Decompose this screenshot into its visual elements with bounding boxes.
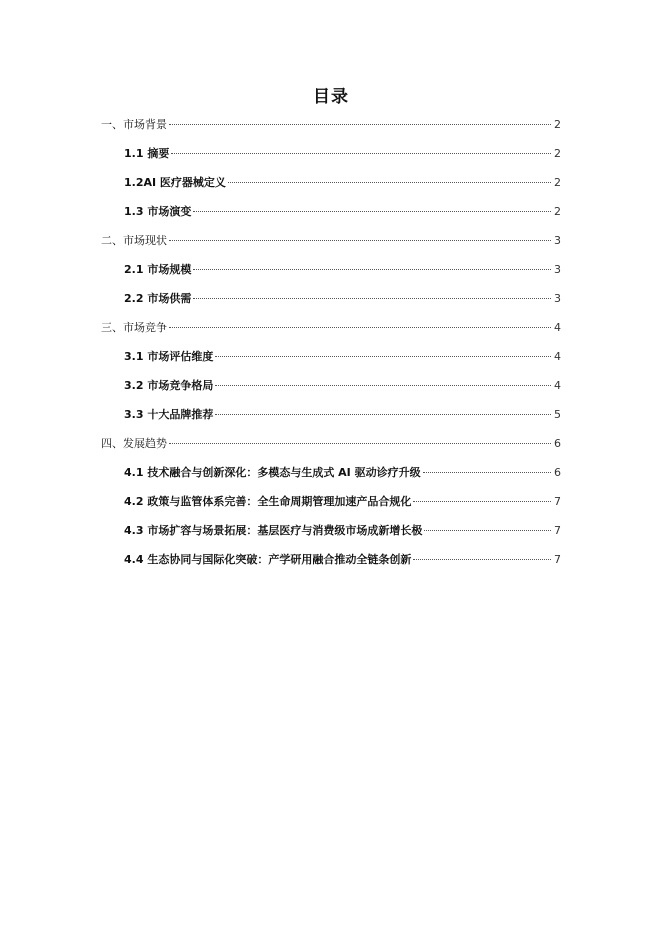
toc-page-number: 2 (554, 176, 561, 189)
dot-leader (193, 298, 551, 299)
toc-entry[interactable] (101, 435, 561, 453)
toc-page-number: 6 (554, 437, 561, 450)
toc-page-number: 4 (554, 321, 561, 334)
toc-page-number: 7 (554, 524, 561, 537)
toc-title: 目录 (313, 87, 349, 107)
toc-entry[interactable] (101, 319, 561, 337)
dot-leader (215, 385, 551, 386)
toc-page-number: 7 (554, 553, 561, 566)
dot-leader (169, 327, 551, 328)
dot-leader (169, 240, 551, 241)
toc-entry-label[interactable]: 3.1 市场评估维度 (124, 350, 214, 363)
dot-leader (171, 153, 551, 154)
toc-entry[interactable] (124, 174, 561, 192)
toc-page-number: 4 (554, 350, 561, 363)
toc-entry[interactable] (124, 145, 561, 163)
dot-leader (169, 124, 551, 125)
toc-entry[interactable] (124, 464, 561, 482)
toc-entry-label[interactable]: 3.2 市场竞争格局 (124, 379, 214, 392)
toc-entry-label[interactable]: 4.2 政策与监管体系完善：全生命周期管理加速产品合规化 (124, 495, 412, 508)
dot-leader (193, 269, 551, 270)
toc-entry[interactable] (124, 377, 561, 395)
toc-entry-label[interactable]: 1.1 摘要 (124, 147, 170, 160)
toc-page-number: 3 (554, 292, 561, 305)
dot-leader (413, 501, 551, 502)
dot-leader (169, 443, 551, 444)
dot-leader (215, 356, 551, 357)
toc-entry-label[interactable]: 三、市场竞争 (101, 321, 167, 334)
toc-entry[interactable] (101, 232, 561, 250)
toc-entry-label[interactable]: 4.4 生态协同与国际化突破：产学研用融合推动全链条创新 (124, 553, 412, 566)
toc-page-number: 2 (554, 205, 561, 218)
toc-entry[interactable] (124, 348, 561, 366)
dot-leader (423, 472, 551, 473)
toc-entry[interactable] (124, 261, 561, 279)
toc-entry[interactable] (124, 493, 561, 511)
toc-page-number: 3 (554, 234, 561, 247)
toc-entry-label[interactable]: 4.1 技术融合与创新深化：多模态与生成式 AI 驱动诊疗升级 (124, 466, 421, 479)
toc-entry-label[interactable]: 2.1 市场规模 (124, 263, 192, 276)
dot-leader (193, 211, 551, 212)
toc-entry-label[interactable]: 2.2 市场供需 (124, 292, 192, 305)
toc-entry-label[interactable]: 一、市场背景 (101, 118, 167, 131)
toc-entry-label[interactable]: 二、市场现状 (101, 234, 167, 247)
toc-entry[interactable] (124, 290, 561, 308)
dot-leader (228, 182, 551, 183)
toc-page-number: 5 (554, 408, 561, 421)
dot-leader (215, 414, 551, 415)
toc-page-number: 4 (554, 379, 561, 392)
toc-entry[interactable] (124, 406, 561, 424)
toc-entry-label[interactable]: 3.3 十大品牌推荐 (124, 408, 214, 421)
toc-page-number: 2 (554, 147, 561, 160)
toc-entry[interactable] (124, 551, 561, 569)
toc-entry[interactable] (124, 522, 561, 540)
toc-page-number: 2 (554, 118, 561, 131)
toc-entry-label[interactable]: 四、发展趋势 (101, 437, 167, 450)
toc-entry-label[interactable]: 1.2AI 医疗器械定义 (124, 176, 226, 189)
toc-page-number: 7 (554, 495, 561, 508)
dot-leader (424, 530, 551, 531)
toc-entry-label[interactable]: 4.3 市场扩容与场景拓展：基层医疗与消费级市场成新增长极 (124, 524, 423, 537)
toc-page-number: 6 (554, 466, 561, 479)
toc-entry[interactable] (124, 203, 561, 221)
toc-page-number: 3 (554, 263, 561, 276)
toc-entry-label[interactable]: 1.3 市场演变 (124, 205, 192, 218)
toc-entry[interactable] (101, 116, 561, 134)
dot-leader (413, 559, 551, 560)
